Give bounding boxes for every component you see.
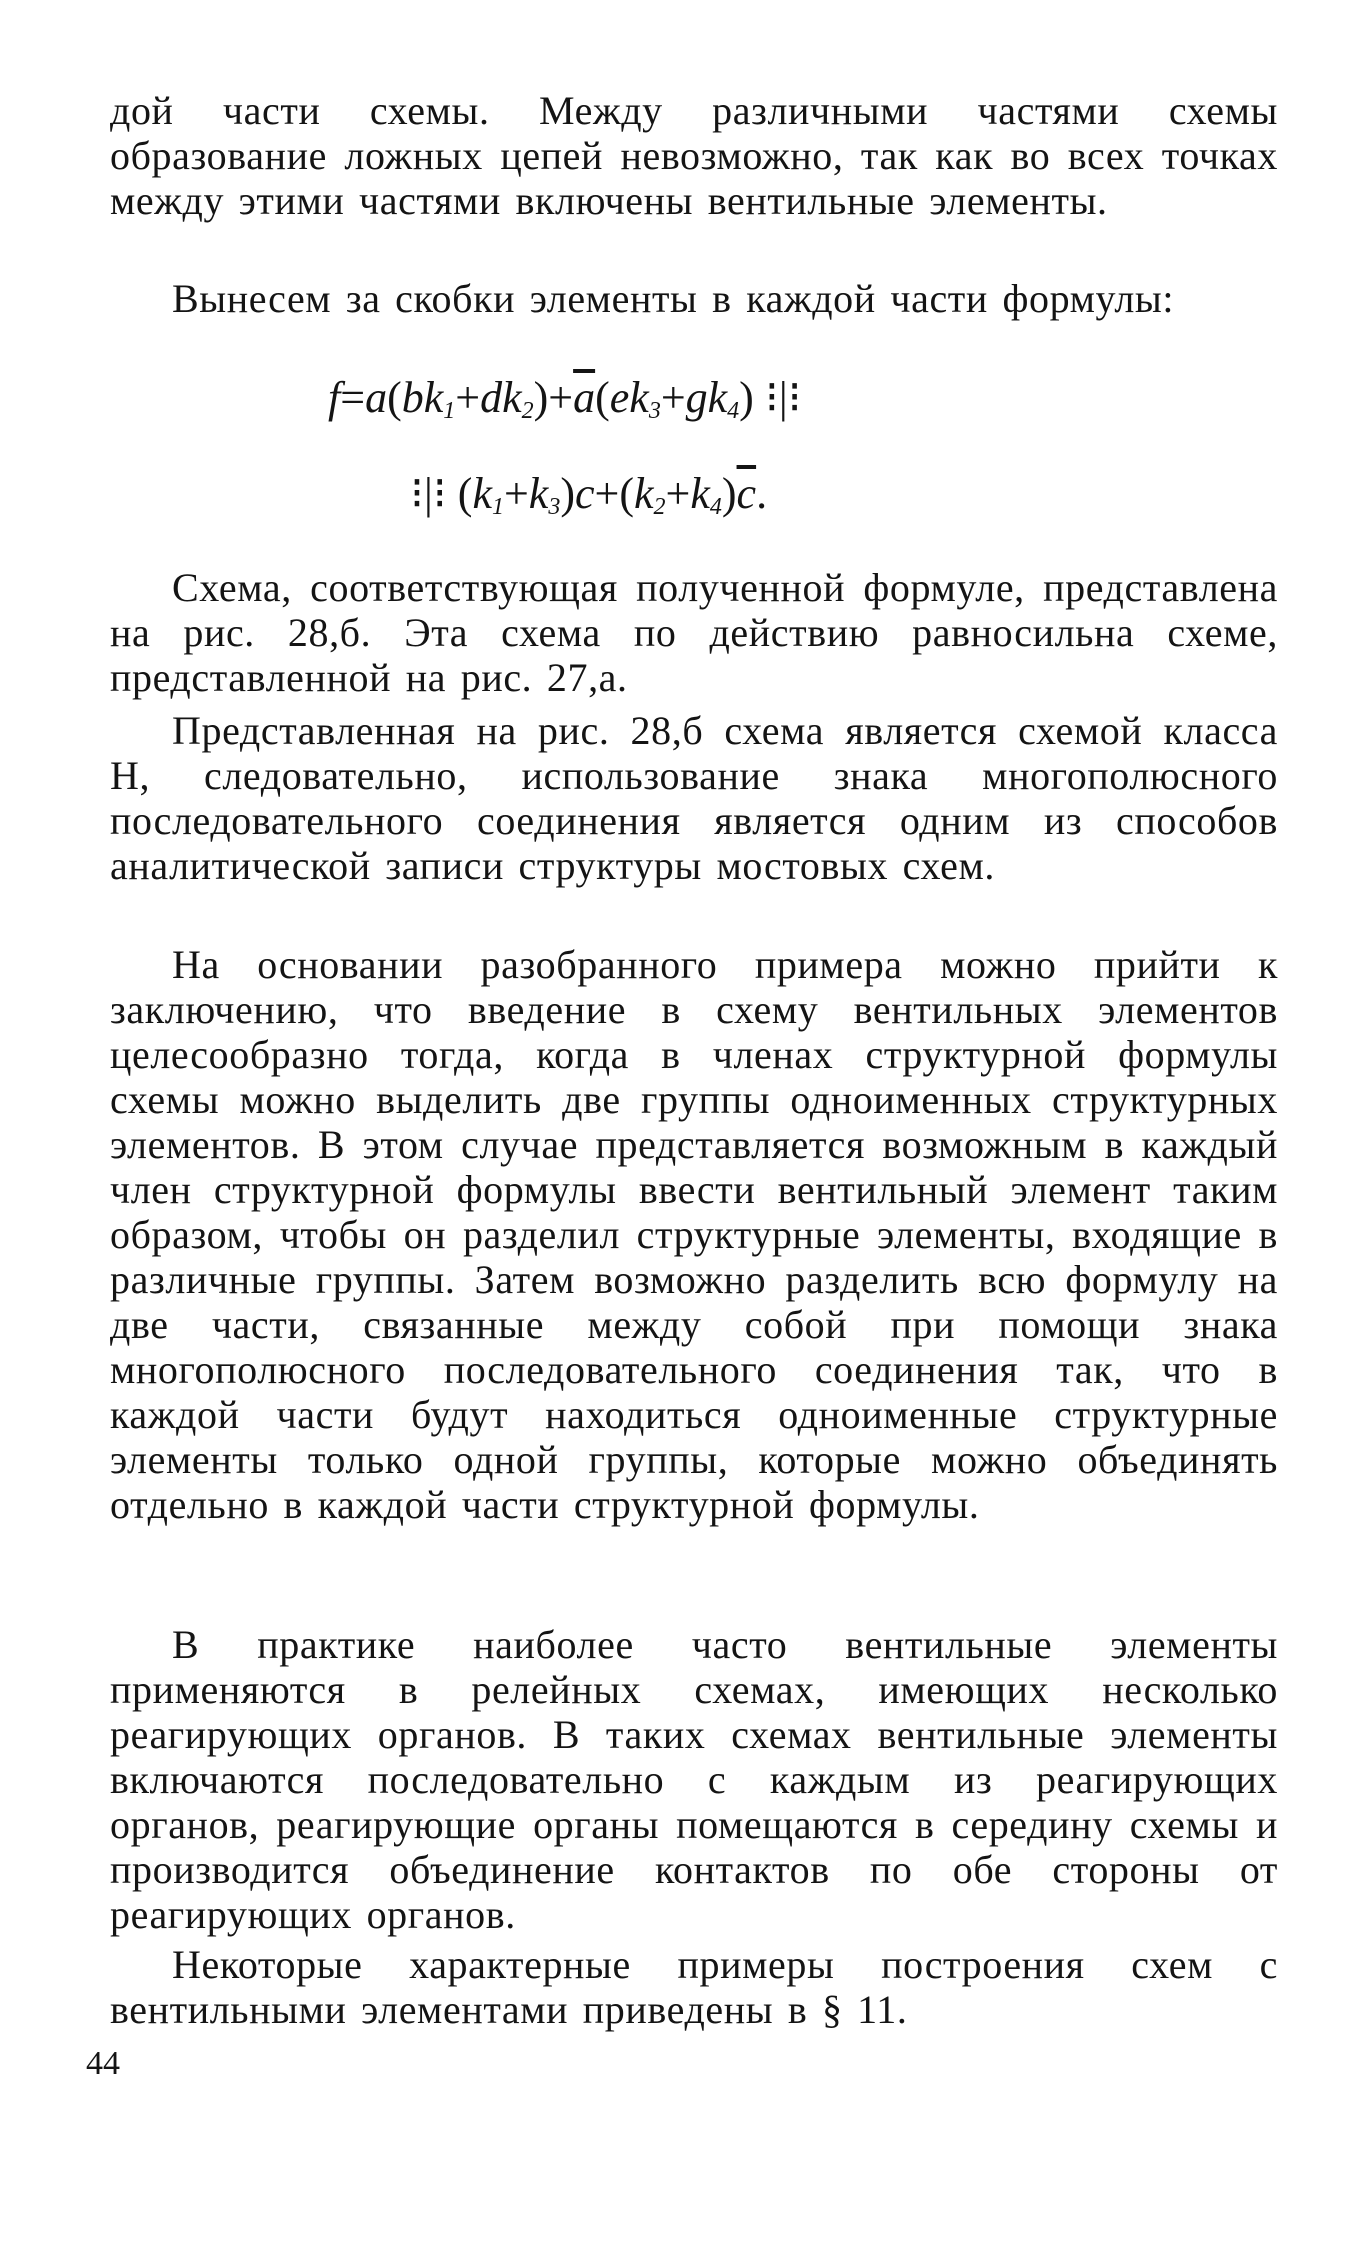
paragraph-examples: Некоторые характерные примеры построения схем с вентильными элементами приведены в § 11. (110, 1942, 1278, 2032)
a-negated: $\overline{a}$ (573, 373, 596, 422)
paragraph-practice: В практике наиболее часто вентильные элементы применяются в релейных схемах, имеющих несколько реагирующих органов. В таких схемах вентильные элементы включаются последовательно с каждым из реагирующих органов, реагирующие органы помещаются в середину схемы и производится объединение контактов по обе стороны от реагирующих органов. (110, 1622, 1278, 1937)
paragraph-class-h: Представленная на рис. 28,б схема является схемой класса Н, следовательно, использование знака многополюсного последовательного соединения является одним из способов аналитической записи структуры мостовых схем. (110, 708, 1278, 888)
paragraph-scheme-28b: Схема, соответствующая полученной формуле, представлена на рис. 28,б. Эта схема по действию равносильна схеме, представленной на рис. 27,а. (110, 565, 1278, 700)
formula-line-2: ⁝|⁝ $(k_1+k_3)c+(k_2+k_4)\overline{c}$. (410, 469, 768, 520)
paragraph-conclusion: На основании разобранного примера можно прийти к заключению, что введение в схему вентильных элементов целесообразно тогда, когда в членах структурной формулы схемы можно выделить две группы одноименных структурных элементов. В этом случае представляется возможным в каждый член структурной формулы ввести вентильный элемент таким образом, чтобы он разделил структурные элементы, входящие в различные группы. Затем возможно разделить всю формулу на две части, связанные между собой при помощи знака многополюсного последовательного соединения так, что в каждой части будут находиться одноименные структурные элементы только одной группы, которые можно объединять отдельно в каждой части структурной формулы. (110, 942, 1278, 1527)
page-number: 44 (86, 2045, 120, 2082)
paragraph-factor-out: Вынесем за скобки элементы в каждой части формулы: (172, 276, 1175, 321)
c-negated: $\overline{c}$ (736, 469, 757, 518)
paragraph-continuation: дой части схемы. Между различными частями схемы образование ложных цепей невозможно, так как во всех точках между этими частями включены вентильные элементы. (110, 88, 1278, 223)
multipole-series-sign: ⁝|⁝ (753, 373, 802, 422)
multipole-series-sign: ⁝|⁝ (410, 469, 458, 518)
formula-line-1: $f=a(bk_1+dk_2)+\overline{a}(ek_3+gk_4)$ ⁝|⁝ (328, 373, 802, 424)
